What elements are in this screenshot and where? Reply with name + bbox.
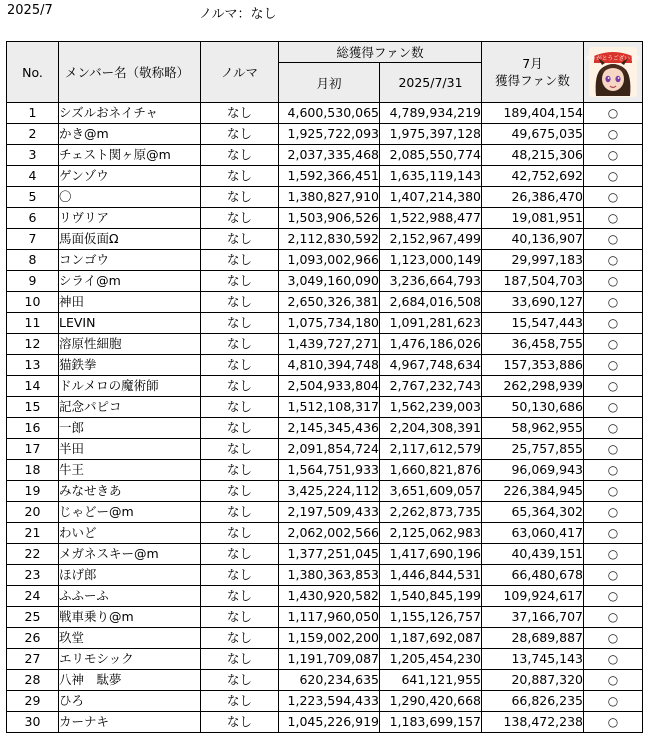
status-mark: ○ (584, 691, 643, 712)
fans-monthly-gain: 109,924,617 (482, 586, 584, 607)
fans-month-start: 1,191,709,087 (279, 649, 380, 670)
fans-month-end: 2,085,550,774 (380, 145, 482, 166)
member-name: メガネスキー@m (59, 544, 201, 565)
status-mark: ○ (584, 166, 643, 187)
fans-monthly-gain: 25,757,855 (482, 439, 584, 460)
fans-month-start: 4,600,530,065 (279, 103, 380, 124)
fans-month-end: 3,236,664,793 (380, 271, 482, 292)
row-number: 18 (7, 460, 59, 481)
member-name: 一郎 (59, 418, 201, 439)
table-row (7, 271, 643, 292)
fans-monthly-gain: 58,962,955 (482, 418, 584, 439)
status-mark: ○ (584, 649, 643, 670)
fans-month-end: 1,123,000,149 (380, 250, 482, 271)
member-name: コンゴウ (59, 250, 201, 271)
fans-month-start: 1,045,226,919 (279, 712, 380, 733)
fans-monthly-gain: 48,215,306 (482, 145, 584, 166)
quota-value: なし (201, 145, 279, 166)
fans-month-start: 4,810,394,748 (279, 355, 380, 376)
fans-month-end: 1,562,239,003 (380, 397, 482, 418)
fans-monthly-gain: 66,826,235 (482, 691, 584, 712)
quota-value: なし (201, 124, 279, 145)
status-mark: ○ (584, 292, 643, 313)
row-number: 24 (7, 586, 59, 607)
row-number: 6 (7, 208, 59, 229)
quota-value: なし (201, 355, 279, 376)
fans-month-end: 2,262,873,735 (380, 502, 482, 523)
row-number: 13 (7, 355, 59, 376)
col-header-emblem (584, 42, 643, 103)
fan-count-table (6, 41, 643, 733)
fans-monthly-gain: 96,069,943 (482, 460, 584, 481)
quota-value: なし (201, 397, 279, 418)
fans-month-start: 2,197,509,433 (279, 502, 380, 523)
fans-month-end: 2,152,967,499 (380, 229, 482, 250)
col-header-quota: ノルマ (201, 42, 279, 103)
table-row (7, 355, 643, 376)
quota-value: なし (201, 292, 279, 313)
status-mark: ○ (584, 271, 643, 292)
member-name: 玖堂 (59, 628, 201, 649)
row-number: 20 (7, 502, 59, 523)
fans-month-end: 2,204,308,391 (380, 418, 482, 439)
fans-month-start: 1,380,827,910 (279, 187, 380, 208)
row-number: 27 (7, 649, 59, 670)
quota-value: なし (201, 166, 279, 187)
table-row (7, 712, 643, 733)
fans-month-end: 1,183,699,157 (380, 712, 482, 733)
quota-value: なし (201, 628, 279, 649)
table-row (7, 187, 643, 208)
row-number: 7 (7, 229, 59, 250)
fans-month-end: 1,635,119,143 (380, 166, 482, 187)
member-name: リヴリア (59, 208, 201, 229)
table-header (7, 42, 643, 103)
member-name: みなせきあ (59, 481, 201, 502)
status-mark: ○ (584, 124, 643, 145)
member-name: 溶原性細胞 (59, 334, 201, 355)
fans-monthly-gain: 19,081,951 (482, 208, 584, 229)
col-header-total-fans: 総獲得ファン数 (279, 42, 482, 63)
fans-month-end: 1,975,397,128 (380, 124, 482, 145)
member-name: シライ@m (59, 271, 201, 292)
member-name: ゲンゾウ (59, 166, 201, 187)
fans-monthly-gain: 63,060,417 (482, 523, 584, 544)
thank-you-character-icon (585, 46, 641, 98)
status-mark: ○ (584, 418, 643, 439)
table-row (7, 523, 643, 544)
row-number: 19 (7, 481, 59, 502)
quota-value: なし (201, 229, 279, 250)
row-number: 9 (7, 271, 59, 292)
status-mark: ○ (584, 502, 643, 523)
table-row (7, 103, 643, 124)
fans-month-start: 1,592,366,451 (279, 166, 380, 187)
status-mark: ○ (584, 607, 643, 628)
quota-value: なし (201, 103, 279, 124)
table-row (7, 691, 643, 712)
fans-month-start: 1,503,906,526 (279, 208, 380, 229)
period-label: 2025/7 (7, 3, 53, 18)
fans-monthly-gain: 36,458,755 (482, 334, 584, 355)
table-row (7, 334, 643, 355)
member-name: かき@m (59, 124, 201, 145)
fans-month-start: 1,380,363,853 (279, 565, 380, 586)
row-number: 17 (7, 439, 59, 460)
fans-month-start: 2,062,002,566 (279, 523, 380, 544)
row-number: 30 (7, 712, 59, 733)
col-header-member: メンバー名（敬称略） (59, 42, 201, 103)
row-number: 14 (7, 376, 59, 397)
fans-month-start: 2,145,345,436 (279, 418, 380, 439)
col-header-monthly-month: 7月 (522, 56, 543, 71)
fans-month-end: 2,117,612,579 (380, 439, 482, 460)
fans-monthly-gain: 33,690,127 (482, 292, 584, 313)
fans-monthly-gain: 189,404,154 (482, 103, 584, 124)
fans-month-start: 1,512,108,317 (279, 397, 380, 418)
quota-note: ノルマ：なし (199, 7, 277, 22)
table-row (7, 607, 643, 628)
member-name: ドルメロの魔術師 (59, 376, 201, 397)
row-number: 29 (7, 691, 59, 712)
member-name: 記念パピコ (59, 397, 201, 418)
row-number: 16 (7, 418, 59, 439)
fans-monthly-gain: 138,472,238 (482, 712, 584, 733)
col-header-no: No. (7, 42, 59, 103)
member-name: ふふーふ (59, 586, 201, 607)
status-mark: ○ (584, 397, 643, 418)
col-header-monthly-gain (482, 42, 584, 103)
fans-monthly-gain: 40,136,907 (482, 229, 584, 250)
quota-value: なし (201, 712, 279, 733)
member-name: ほげ郎 (59, 565, 201, 586)
quota-value: なし (201, 271, 279, 292)
fans-month-start: 1,564,751,933 (279, 460, 380, 481)
fans-month-start: 1,439,727,271 (279, 334, 380, 355)
status-mark: ○ (584, 376, 643, 397)
member-name: 半田 (59, 439, 201, 460)
col-header-month-start: 月初 (279, 63, 380, 103)
fans-month-end: 1,417,690,196 (380, 544, 482, 565)
fans-month-start: 3,049,160,090 (279, 271, 380, 292)
quota-value: なし (201, 523, 279, 544)
table-row (7, 376, 643, 397)
fans-month-start: 1,223,594,433 (279, 691, 380, 712)
member-name: 八神 駄夢 (59, 670, 201, 691)
fans-month-start: 1,075,734,180 (279, 313, 380, 334)
fans-monthly-gain: 49,675,035 (482, 124, 584, 145)
quota-value: なし (201, 334, 279, 355)
quota-value: なし (201, 691, 279, 712)
row-number: 8 (7, 250, 59, 271)
member-name: 猫鉄拳 (59, 355, 201, 376)
fans-monthly-gain: 157,353,886 (482, 355, 584, 376)
status-mark: ○ (584, 460, 643, 481)
table-row (7, 565, 643, 586)
quota-value: なし (201, 670, 279, 691)
row-number: 15 (7, 397, 59, 418)
member-name: じゃどー@m (59, 502, 201, 523)
fans-monthly-gain: 28,689,887 (482, 628, 584, 649)
row-number: 2 (7, 124, 59, 145)
fans-month-start: 2,504,933,804 (279, 376, 380, 397)
fans-monthly-gain: 15,547,443 (482, 313, 584, 334)
status-mark: ○ (584, 229, 643, 250)
quota-value: なし (201, 376, 279, 397)
fans-monthly-gain: 50,130,686 (482, 397, 584, 418)
fans-monthly-gain: 26,386,470 (482, 187, 584, 208)
fans-month-start: 1,925,722,093 (279, 124, 380, 145)
status-mark: ○ (584, 145, 643, 166)
status-mark: ○ (584, 334, 643, 355)
row-number: 28 (7, 670, 59, 691)
table-row (7, 544, 643, 565)
status-mark: ○ (584, 565, 643, 586)
member-name: わいど (59, 523, 201, 544)
status-mark: ○ (584, 586, 643, 607)
status-mark: ○ (584, 628, 643, 649)
fans-month-start: 3,425,224,112 (279, 481, 380, 502)
col-header-monthly-label: 獲得ファン数 (495, 73, 570, 88)
table-row (7, 208, 643, 229)
fans-monthly-gain: 20,887,320 (482, 670, 584, 691)
status-mark: ○ (584, 208, 643, 229)
row-number: 11 (7, 313, 59, 334)
quota-value: なし (201, 439, 279, 460)
status-mark: ○ (584, 313, 643, 334)
status-mark: ○ (584, 355, 643, 376)
table-row (7, 145, 643, 166)
fans-month-end: 4,967,748,634 (380, 355, 482, 376)
fans-month-end: 1,290,420,668 (380, 691, 482, 712)
fans-monthly-gain: 40,439,151 (482, 544, 584, 565)
status-mark: ○ (584, 250, 643, 271)
member-name: 〇 (59, 187, 201, 208)
col-header-month-end: 2025/7/31 (380, 63, 482, 103)
fans-month-start: 1,093,002,966 (279, 250, 380, 271)
quota-value: なし (201, 208, 279, 229)
member-name: 牛王 (59, 460, 201, 481)
quota-value: なし (201, 607, 279, 628)
status-mark: ○ (584, 670, 643, 691)
fans-month-end: 2,125,062,983 (380, 523, 482, 544)
row-number: 3 (7, 145, 59, 166)
fans-month-end: 1,446,844,531 (380, 565, 482, 586)
table-row (7, 397, 643, 418)
fans-month-end: 4,789,934,219 (380, 103, 482, 124)
fans-monthly-gain: 37,166,707 (482, 607, 584, 628)
quota-value: なし (201, 460, 279, 481)
fans-monthly-gain: 42,752,692 (482, 166, 584, 187)
fans-month-start: 1,117,960,050 (279, 607, 380, 628)
fans-monthly-gain: 226,384,945 (482, 481, 584, 502)
quota-value: なし (201, 649, 279, 670)
fans-month-end: 1,660,821,876 (380, 460, 482, 481)
quota-value: なし (201, 586, 279, 607)
fans-monthly-gain: 187,504,703 (482, 271, 584, 292)
table-row (7, 124, 643, 145)
fans-month-end: 1,205,454,230 (380, 649, 482, 670)
member-name: LEVIN (59, 313, 201, 334)
table-row (7, 649, 643, 670)
fans-month-end: 2,767,232,743 (380, 376, 482, 397)
table-row (7, 166, 643, 187)
quota-value: なし (201, 313, 279, 334)
table-row (7, 250, 643, 271)
row-number: 22 (7, 544, 59, 565)
row-number: 10 (7, 292, 59, 313)
table-row (7, 439, 643, 460)
sheet-header (0, 0, 647, 22)
table-body (7, 103, 643, 733)
fans-month-end: 641,121,955 (380, 670, 482, 691)
row-number: 25 (7, 607, 59, 628)
fans-month-end: 3,651,609,057 (380, 481, 482, 502)
row-number: 4 (7, 166, 59, 187)
table-row (7, 292, 643, 313)
fans-month-end: 1,091,281,623 (380, 313, 482, 334)
quota-value: なし (201, 565, 279, 586)
table-row (7, 460, 643, 481)
fans-month-start: 620,234,635 (279, 670, 380, 691)
fans-month-start: 1,430,920,582 (279, 586, 380, 607)
status-mark: ○ (584, 187, 643, 208)
fans-month-end: 1,155,126,757 (380, 607, 482, 628)
status-mark: ○ (584, 523, 643, 544)
row-number: 1 (7, 103, 59, 124)
member-name: シズルおネイチャ (59, 103, 201, 124)
fans-month-start: 2,091,854,724 (279, 439, 380, 460)
member-name: 戦車乗り@m (59, 607, 201, 628)
table-row (7, 628, 643, 649)
fans-month-start: 2,037,335,468 (279, 145, 380, 166)
fans-monthly-gain: 66,480,678 (482, 565, 584, 586)
quota-value: なし (201, 418, 279, 439)
table-row (7, 670, 643, 691)
fans-monthly-gain: 29,997,183 (482, 250, 584, 271)
fans-monthly-gain: 65,364,302 (482, 502, 584, 523)
status-mark: ○ (584, 544, 643, 565)
fans-month-end: 1,407,214,380 (380, 187, 482, 208)
fans-month-start: 1,159,002,200 (279, 628, 380, 649)
row-number: 5 (7, 187, 59, 208)
fans-month-end: 1,522,988,477 (380, 208, 482, 229)
table-row (7, 586, 643, 607)
quota-value: なし (201, 544, 279, 565)
member-name: エリモシック (59, 649, 201, 670)
member-name: 馬面仮面Ω (59, 229, 201, 250)
table-row (7, 502, 643, 523)
row-number: 26 (7, 628, 59, 649)
fans-month-end: 1,476,186,026 (380, 334, 482, 355)
member-name: 神田 (59, 292, 201, 313)
quota-value: なし (201, 481, 279, 502)
status-mark: ○ (584, 481, 643, 502)
quota-value: なし (201, 187, 279, 208)
status-mark: ○ (584, 103, 643, 124)
fans-month-end: 2,684,016,508 (380, 292, 482, 313)
quota-value: なし (201, 250, 279, 271)
status-mark: ○ (584, 439, 643, 460)
member-name: カーナキ (59, 712, 201, 733)
quota-value: なし (201, 502, 279, 523)
table-row (7, 481, 643, 502)
member-name: ひろ (59, 691, 201, 712)
fans-monthly-gain: 262,298,939 (482, 376, 584, 397)
emblem-text: ありがとうございます (585, 56, 641, 62)
table-row (7, 418, 643, 439)
fans-month-start: 2,650,326,381 (279, 292, 380, 313)
row-number: 12 (7, 334, 59, 355)
member-name: チェスト関ヶ原@m (59, 145, 201, 166)
row-number: 23 (7, 565, 59, 586)
status-mark: ○ (584, 712, 643, 733)
fans-monthly-gain: 13,745,143 (482, 649, 584, 670)
fans-month-end: 1,540,845,199 (380, 586, 482, 607)
row-number: 21 (7, 523, 59, 544)
table-row (7, 313, 643, 334)
fans-month-start: 2,112,830,592 (279, 229, 380, 250)
fans-month-start: 1,377,251,045 (279, 544, 380, 565)
table-row (7, 229, 643, 250)
fans-month-end: 1,187,692,087 (380, 628, 482, 649)
